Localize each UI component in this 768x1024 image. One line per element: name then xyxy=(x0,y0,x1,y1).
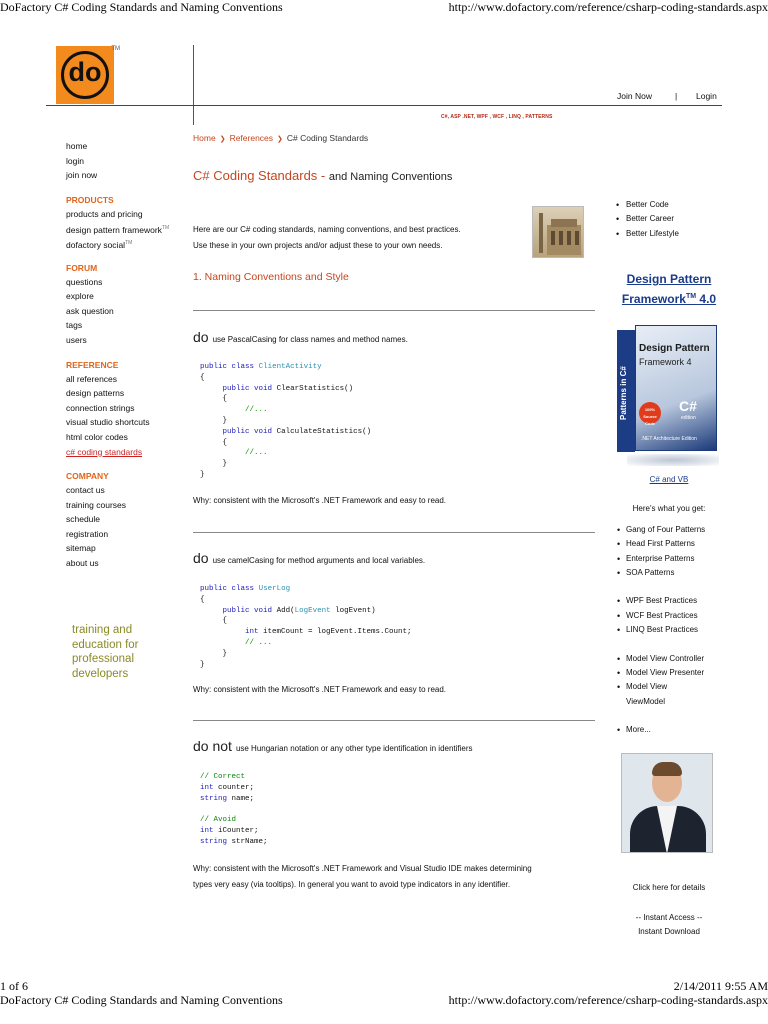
intro-text xyxy=(193,222,523,253)
source-code-badge: 100% Source Code xyxy=(639,402,661,424)
nav-all-references[interactable]: all references xyxy=(66,373,118,384)
nav-about-us[interactable]: about us xyxy=(66,558,99,569)
section-divider xyxy=(193,720,595,721)
breadcrumb-references[interactable]: References xyxy=(229,133,274,143)
box-name: Design Pattern xyxy=(639,343,710,354)
rule-3-why-line: types very easy (via tooltips). In general you want to avoid type indicators in any identifier. xyxy=(193,879,511,889)
list-item: • Head First Patterns xyxy=(626,537,705,551)
header-rule xyxy=(46,105,722,106)
section-title: 1. Naming Conventions and Style xyxy=(193,271,349,283)
slogan xyxy=(72,623,182,681)
nav-home[interactable]: home xyxy=(66,141,88,151)
click-here-link[interactable]: Click here for details xyxy=(632,883,706,892)
instant-access-text xyxy=(612,911,726,939)
box-name2: Framework 4 xyxy=(639,357,692,367)
sub-nav-links[interactable]: C#, ASP .NET, WPF , WCF , LINQ , PATTERNS xyxy=(441,114,553,120)
header-divider xyxy=(193,45,194,125)
rule-text: use camelCasing for method arguments and local variables. xyxy=(212,556,426,565)
rule-keyword: do xyxy=(193,329,209,345)
print-footer-page: 1 of 6 xyxy=(0,979,28,993)
list-item: • Model View Presenter xyxy=(626,666,705,680)
print-footer-url: http://www.dofactory.com/reference/csharp-coding-standards.aspx xyxy=(448,993,768,1007)
dpf-title: Design Pattern Framework xyxy=(621,272,712,306)
slogan-line: training and xyxy=(72,624,133,636)
benefits-list xyxy=(626,198,679,241)
nav-heading-company: COMPANY xyxy=(66,471,109,482)
person-photo xyxy=(621,753,713,853)
list-item: • Enterprise Patterns xyxy=(626,552,705,566)
what-you-get: Here's what you get: xyxy=(632,504,706,513)
dofactory-logo[interactable] xyxy=(56,46,120,104)
nav-users[interactable]: users xyxy=(66,334,87,345)
code-sample-2: public class UserLog { public void Add(LogEvent logEvent) { int itemCount = logEvent.Items.Count; // ... } } xyxy=(200,585,412,669)
join-now-link[interactable]: Join Now xyxy=(617,91,652,101)
print-header-url: http://www.dofactory.com/reference/csharp-coding-standards.aspx xyxy=(448,0,768,14)
list-item: • Model View ViewModel xyxy=(626,680,686,709)
list-item: • Better Lifestyle xyxy=(626,227,679,241)
rule-3-why-line: Why: consistent with the Microsoft's .NET Framework and Visual Studio IDE makes determining xyxy=(193,864,532,873)
nav-schedule[interactable]: schedule xyxy=(66,514,101,525)
slogan-line: developers xyxy=(72,667,129,680)
list-item: • Better Code xyxy=(626,198,679,212)
rule-2-why: Why: consistent with the Microsoft's .NET Framework and easy to read. xyxy=(193,685,447,694)
box-spine: Patterns in C# xyxy=(617,330,635,452)
slogan-line: professional xyxy=(72,653,135,666)
nav-heading-products: PRODUCTS xyxy=(66,194,114,205)
nav-connection-strings[interactable]: connection strings xyxy=(66,402,135,413)
chevron-right-icon: ❯ xyxy=(277,136,283,143)
rule-1-heading xyxy=(193,329,408,345)
instant-line: Instant Download xyxy=(638,927,700,936)
print-footer-title: DoFactory C# Coding Standards and Naming Conventions xyxy=(0,993,283,1007)
rule-text: use PascalCasing for class names and method names. xyxy=(212,335,408,344)
nav-tags[interactable]: tags xyxy=(66,320,83,331)
nav-sitemap[interactable]: sitemap xyxy=(66,543,96,554)
product-box-image[interactable] xyxy=(617,320,719,470)
list-item-more[interactable]: • More... xyxy=(626,723,705,737)
box-arch: .NET Architecture Edition xyxy=(641,436,697,442)
box-edition: edition xyxy=(681,415,696,421)
nav-design-pattern-framework[interactable] xyxy=(66,221,169,236)
nav-registration[interactable]: registration xyxy=(66,528,109,539)
dpf-version: 4.0 xyxy=(699,292,717,306)
list-item: • Better Career xyxy=(626,212,679,226)
nav-training-courses[interactable]: training courses xyxy=(66,499,127,510)
code-sample-3: // Correct int counter; string name; // Avoid int iCounter; string strName; xyxy=(200,773,268,846)
nav-dofactory-social[interactable] xyxy=(66,236,169,251)
rule-2-heading xyxy=(193,550,425,566)
list-item: • LINQ Best Practices xyxy=(626,623,705,637)
nav-heading-reference: REFERENCE xyxy=(66,359,119,370)
list-item: • WCF Best Practices xyxy=(626,609,705,623)
nav-contact-us[interactable]: contact us xyxy=(66,485,105,496)
print-header-title: DoFactory C# Coding Standards and Naming Conventions xyxy=(0,0,283,14)
rule-3-why xyxy=(193,861,593,892)
breadcrumb-current: C# Coding Standards xyxy=(286,133,369,143)
chevron-right-icon: ❯ xyxy=(219,136,226,143)
rule-text: use Hungarian notation or any other type identification in identifiers xyxy=(235,744,473,753)
nav-questions[interactable]: questions xyxy=(66,276,103,287)
nav-visual-studio-shortcuts[interactable]: visual studio shortcuts xyxy=(66,417,150,428)
rule-3-heading xyxy=(193,738,473,754)
print-footer-datetime: 2/14/2011 9:55 AM xyxy=(673,979,768,993)
breadcrumb xyxy=(193,133,368,143)
box-csharp: C# xyxy=(679,398,697,414)
nav-products-and-pricing[interactable]: products and pricing xyxy=(66,208,143,219)
rule-keyword: do not xyxy=(193,738,232,754)
section-divider xyxy=(193,310,595,311)
nav-design-patterns[interactable]: design patterns xyxy=(66,388,125,399)
list-item: • Gang of Four Patterns xyxy=(626,523,705,537)
breadcrumb-home[interactable]: Home xyxy=(193,133,216,143)
intro-line: Here are our C# coding standards, naming conventions, and best practices. xyxy=(193,225,461,234)
rule-1-why: Why: consistent with the Microsoft's .NET Framework and easy to read. xyxy=(193,496,447,505)
list-item: • WPF Best Practices xyxy=(626,594,705,608)
nav-csharp-coding-standards[interactable]: c# coding standards xyxy=(66,446,143,457)
nav-tm: TM xyxy=(161,225,170,232)
list-item: • Model View Controller xyxy=(626,652,705,666)
rule-keyword: do xyxy=(193,550,209,566)
nav-tm: TM xyxy=(125,239,133,246)
login-link[interactable]: Login xyxy=(696,91,717,101)
top-nav-separator: | xyxy=(675,91,678,101)
nav-dofactory-social-label: dofactory social xyxy=(66,239,126,250)
features-list xyxy=(626,523,705,737)
building-illustration xyxy=(533,207,584,258)
page-title xyxy=(193,168,452,183)
nav-login[interactable]: login xyxy=(66,155,84,166)
page-title-main: C# Coding Standards - xyxy=(193,168,326,183)
page-title-sub: and Naming Conventions xyxy=(328,171,453,183)
logo-text: do xyxy=(68,57,102,87)
intro-line: Use these in your own projects and/or adjust these to your own needs. xyxy=(193,240,443,250)
logo-tm: TM xyxy=(111,46,120,52)
section-divider xyxy=(193,532,595,533)
slogan-line: education for xyxy=(72,638,139,651)
nav-explore[interactable]: explore xyxy=(66,291,94,302)
nav-ask-question[interactable]: ask question xyxy=(66,305,114,316)
nav-design-pattern-framework-label: design pattern framework xyxy=(66,225,162,236)
nav-html-color-codes[interactable]: html color codes xyxy=(66,431,128,442)
code-sample-1: public class ClientActivity { public void ClearStatistics() { //... } public void CalculateStatistics() { //... } } xyxy=(200,363,372,479)
left-nav xyxy=(66,139,169,571)
building-image xyxy=(532,206,584,258)
nav-join-now[interactable]: join now xyxy=(66,170,98,181)
csharp-and-vb-link[interactable]: C# and VB xyxy=(649,475,689,484)
dpf-tm: TM xyxy=(685,293,697,300)
instant-line: -- Instant Access -- xyxy=(635,913,703,922)
design-pattern-framework-link[interactable] xyxy=(612,270,726,308)
nav-heading-forum: FORUM xyxy=(66,262,98,273)
list-item: • SOA Patterns xyxy=(626,566,705,580)
